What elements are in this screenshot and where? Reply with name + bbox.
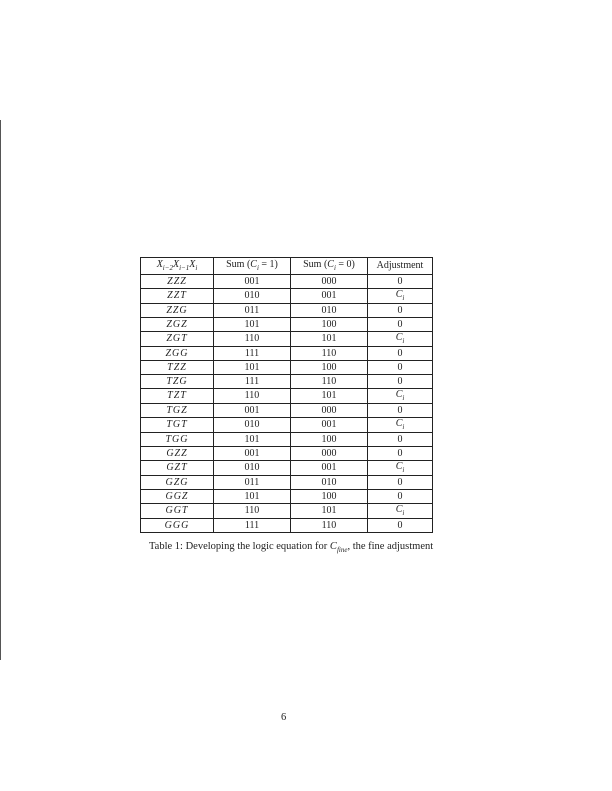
table-header-row xyxy=(141,258,433,275)
cell-x-sequence: TGG xyxy=(141,433,214,447)
carry-complement-symbol: $\overline{C}$ xyxy=(395,461,403,472)
cell-sum-c0: 110 xyxy=(291,347,368,361)
cell-sum-c0: 110 xyxy=(291,519,368,533)
caption-sub: fine xyxy=(336,546,348,555)
cell-x-sequence: GGZ xyxy=(141,490,214,504)
table-row xyxy=(141,461,433,476)
table-caption xyxy=(149,541,433,554)
caption-var: C xyxy=(329,541,337,552)
cell-x-sequence: ZGZ xyxy=(141,318,214,332)
cell-x-sequence: ZGG xyxy=(141,347,214,361)
table-row xyxy=(141,447,433,461)
table-row xyxy=(141,519,433,533)
table-container xyxy=(140,257,433,533)
cell-sum-c1: 111 xyxy=(214,375,291,389)
cell-x-sequence: TGZ xyxy=(141,404,214,418)
cell-x-sequence: ZZG xyxy=(141,304,214,318)
cell-x-sequence: ZGT xyxy=(141,332,214,347)
cell-adjustment: 0 xyxy=(368,375,433,389)
carry-symbol: C xyxy=(395,389,403,400)
carry-subscript: i xyxy=(402,466,405,474)
cell-sum-c0: 010 xyxy=(291,304,368,318)
carry-subscript: i xyxy=(402,394,405,402)
carry-symbol: C xyxy=(395,504,403,515)
cell-x-sequence: ZZZ xyxy=(141,275,214,289)
header-sum-c1-pre: Sum ( xyxy=(226,259,251,270)
table-row xyxy=(141,318,433,332)
carry-subscript: i xyxy=(402,337,405,345)
cell-x-sequence: GZG xyxy=(141,476,214,490)
cell-adjustment: 0 xyxy=(368,361,433,375)
caption-prefix: Table 1: Developing the logic equation for xyxy=(149,541,330,552)
cell-adjustment xyxy=(368,418,433,433)
table-row xyxy=(141,490,433,504)
table-row xyxy=(141,476,433,490)
cell-sum-c1: 001 xyxy=(214,275,291,289)
cell-sum-c1: 001 xyxy=(214,404,291,418)
carry-subscript: i xyxy=(402,423,405,431)
header-sum-c0-var: C xyxy=(327,259,334,270)
cell-sum-c1: 001 xyxy=(214,447,291,461)
header-adjustment: Adjustment xyxy=(368,258,433,275)
cell-adjustment: 0 xyxy=(368,490,433,504)
caption-suffix: , the fine adjustment xyxy=(347,541,434,552)
cell-sum-c0: 100 xyxy=(291,318,368,332)
table-row xyxy=(141,304,433,318)
cell-sum-c1: 101 xyxy=(214,433,291,447)
carry-symbol: C xyxy=(395,332,403,343)
table-row xyxy=(141,361,433,375)
cell-adjustment: 0 xyxy=(368,304,433,318)
carry-subscript: i xyxy=(402,294,405,302)
cell-sum-c1: 010 xyxy=(214,461,291,476)
carry-complement-symbol: $\overline{C}$ xyxy=(395,289,403,300)
table-row xyxy=(141,347,433,361)
table-row xyxy=(141,389,433,404)
table-body xyxy=(141,275,433,533)
header-sum-c1-post: = 1) xyxy=(258,259,278,270)
cell-adjustment: 0 xyxy=(368,347,433,361)
cell-sum-c0: 001 xyxy=(291,289,368,304)
cell-sum-c0: 001 xyxy=(291,461,368,476)
header-sum-c0-pre: Sum ( xyxy=(303,259,328,270)
cell-sum-c1: 111 xyxy=(214,347,291,361)
carry-subscript: i xyxy=(402,509,405,517)
cell-sum-c0: 100 xyxy=(291,490,368,504)
cell-x-sequence: GGT xyxy=(141,504,214,519)
cell-adjustment: 0 xyxy=(368,519,433,533)
cell-sum-c0: 000 xyxy=(291,447,368,461)
cell-sum-c0: 000 xyxy=(291,275,368,289)
cell-sum-c1: 101 xyxy=(214,318,291,332)
cell-adjustment xyxy=(368,389,433,404)
cell-x-sequence: GGG xyxy=(141,519,214,533)
cell-sum-c1: 110 xyxy=(214,332,291,347)
cell-sum-c0: 100 xyxy=(291,433,368,447)
cell-adjustment xyxy=(368,289,433,304)
cell-sum-c0: 010 xyxy=(291,476,368,490)
cell-sum-c0: 101 xyxy=(291,389,368,404)
cell-adjustment xyxy=(368,504,433,519)
cell-sum-c1: 010 xyxy=(214,289,291,304)
header-x-sub-3: i xyxy=(195,264,198,272)
cell-sum-c1: 110 xyxy=(214,389,291,404)
table-row xyxy=(141,332,433,347)
logic-table xyxy=(140,257,433,533)
header-sum-c1-var: C xyxy=(250,259,257,270)
page-edge-rule xyxy=(0,120,1,660)
cell-sum-c0: 101 xyxy=(291,504,368,519)
cell-sum-c1: 010 xyxy=(214,418,291,433)
table-row xyxy=(141,289,433,304)
cell-adjustment xyxy=(368,461,433,476)
header-x-sequence xyxy=(141,258,214,275)
header-sum-c0-post: = 0) xyxy=(335,259,355,270)
cell-sum-c0: 001 xyxy=(291,418,368,433)
header-sum-c0-sub: i xyxy=(333,264,336,272)
table-row xyxy=(141,504,433,519)
cell-sum-c1: 011 xyxy=(214,304,291,318)
cell-sum-c0: 100 xyxy=(291,361,368,375)
cell-sum-c1: 101 xyxy=(214,490,291,504)
table-row xyxy=(141,418,433,433)
cell-x-sequence: TZZ xyxy=(141,361,214,375)
page-number: 6 xyxy=(281,712,287,723)
carry-complement-symbol: $\overline{C}$ xyxy=(395,418,403,429)
cell-adjustment: 0 xyxy=(368,404,433,418)
cell-adjustment: 0 xyxy=(368,275,433,289)
header-x-var-2: X xyxy=(172,259,180,270)
cell-sum-c0: 110 xyxy=(291,375,368,389)
header-x-sub-2: i−1 xyxy=(179,264,190,272)
cell-sum-c0: 000 xyxy=(291,404,368,418)
cell-adjustment: 0 xyxy=(368,447,433,461)
table-row xyxy=(141,375,433,389)
cell-x-sequence: ZZT xyxy=(141,289,214,304)
cell-sum-c1: 110 xyxy=(214,504,291,519)
cell-sum-c1: 011 xyxy=(214,476,291,490)
cell-adjustment: 0 xyxy=(368,476,433,490)
cell-sum-c1: 111 xyxy=(214,519,291,533)
header-sum-c1 xyxy=(214,258,291,275)
header-sum-c1-sub: i xyxy=(256,264,259,272)
cell-sum-c0: 101 xyxy=(291,332,368,347)
cell-adjustment: 0 xyxy=(368,433,433,447)
cell-x-sequence: GZT xyxy=(141,461,214,476)
cell-x-sequence: TZG xyxy=(141,375,214,389)
table-row xyxy=(141,433,433,447)
cell-adjustment: 0 xyxy=(368,318,433,332)
header-x-sub-1: i−2 xyxy=(162,264,173,272)
cell-x-sequence: TGT xyxy=(141,418,214,433)
header-sum-c0 xyxy=(291,258,368,275)
cell-sum-c1: 101 xyxy=(214,361,291,375)
cell-x-sequence: TZT xyxy=(141,389,214,404)
header-x-var-1: X xyxy=(156,259,163,270)
table-row xyxy=(141,275,433,289)
table-row xyxy=(141,404,433,418)
cell-adjustment xyxy=(368,332,433,347)
header-x-var-3: X xyxy=(189,259,196,270)
cell-x-sequence: GZZ xyxy=(141,447,214,461)
